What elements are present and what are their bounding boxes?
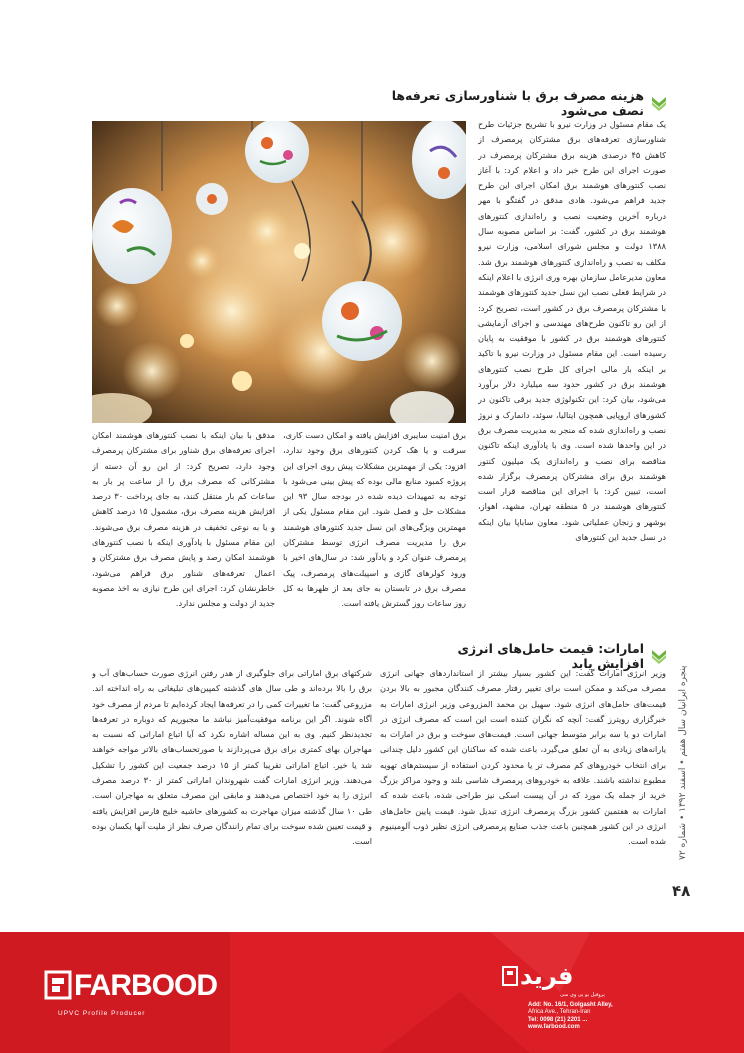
fard-logo: فرید bbox=[520, 962, 574, 990]
article1-title: هزینه مصرف برق با شناورسازی تعرفه‌ها نصف می‌شود bbox=[391, 88, 644, 118]
fard-logo-mark-icon bbox=[502, 966, 518, 986]
article1-column-left: مدقق با بیان اینکه با نصب کنتورهای هوشمند امکان اجرای تعرفه‌های برق شناور برای مشترکان پرمصرف وجود دارد، تصریح کرد: از این رو آن دسته از مشترکانی که مصرف برق را از ساعت پر بار به ساعات کم بار منتقل کنند، به جای پرداخت ۳۰ درصد افزایش هزینه مصرف برق، مشمول ۱۵ درصد کاهش و یا به نوعی تخفیف در هزینه مصرف برق می‌شوند. این مقام مسئول با یادآوری اینکه با نصب کنتورهای هوشمند امکان رصد و پایش مصرف برق مشترکان و اعمال تعرفه‌های شناور برق فراهم می‌شود، خاطرنشان کرد: اجرای این طرح نیازی به اخذ مصوبه جدید از دولت و مجلس ندارد. bbox=[92, 430, 275, 609]
double-chevron-icon bbox=[650, 95, 668, 111]
fard-tagline: پروفیل یو پی وی سی bbox=[560, 992, 605, 998]
issue-info-sidebar bbox=[672, 665, 690, 865]
issue-info-text: پنجره ایرانیان سال هفتم • اسفند ۱۳۹۲ • شماره ۷۲ bbox=[678, 665, 688, 860]
farbood-tagline: UPVC Profile Producer bbox=[58, 1010, 146, 1017]
double-chevron-icon bbox=[650, 648, 668, 664]
article-photo-lamps bbox=[92, 121, 466, 423]
page-number: ۴۸ bbox=[672, 882, 691, 900]
address-line: Tel: 0098 (21) 2201 ... bbox=[528, 1016, 588, 1023]
article1-column-right: یک مقام مسئول در وزارت نیرو با تشریح جزئیات طرح شناورسازی تعرفه‌های برق مشترکان پرمصرف از کاهش ۴۵ درصدی هزینه برق مشترکان پرمصرف در صورت اجرای این طرح خبر داد و اعلام کرد: با آغاز نصب کنتورهای هوشمند برق امکان اجرای این طرح جدید فراهم می‌شود. هادی مدقق در گفتگو با مهر درباره آخرین وضعیت نصب و راه‌اندازی کنتورهای هوشمند برق در کشور، گفت: بر اساس مصوبه سال ۱۳۸۸ دولت و مجلس شورای اسلامی، وزارت نیرو مکلف به نصب و راه‌اندازی کنتورهای هوشمند برق شد. معاون مدیرعامل سازمان بهره وری انرژی با اعلام اینکه در شرایط فعلی نصب این نسل جدید کنتورهای هوشمند با مشترکان پرمصرف برق در کشور است، تصریح کرد: از این رو تاکنون طرح‌های مهندسی و اجرای آزمایشی کنتورهای هوشمند برق در کشور با موفقیت به پایان رسیده است. این مقام مسئول در وزارت نیرو با تاکید بر اینکه بار مالی اجرای کل طرح نصب کنتورهای هوشمند برق در کشور حدود سه میلیارد دلار برآورد می‌شود، بیان کرد: این تکنولوژی جدید برقی تاکنون در کشورهای اروپایی همچون ایتالیا، سوئد، دانمارک و نروژ نصب و راه‌اندازی شده که منجر به مدیریت مصرف برق در این واحدها شده است. وی با یادآوری اینکه تاکنون مناقصه برای نصب و راه‌اندازی یک میلیون کنتور هوشمند برق برای مشترکان پرمصرف برگزار شده است، تبیین کرد: با اجرای این مناقصه قرار است کنتورهای هوشمند در ۵ منطقه تهران، مشهد، اهواز، بوشهر و زنجان عملیاتی شود. معاون ساباپا بیان اینکه در نسل جدید این کنتورهای bbox=[478, 119, 666, 543]
article2-column-left: شرکتهای برق اماراتی برای جلوگیری از هدر رفتن انرژی صورت حساب‌های آب و برق را بالا برده‌اند و طی سال های گذشته کمپین‌های تبلیغاتی به راه انداخته اند. مزروعی گفت: ما تغییرات کمی را در تعرفه‌ها ایجاد کرده‌ایم تا مردم از مصرف خود آگاه شوند. اگر این برنامه موفقیت‌آمیز نباشد ما مجبوریم که دوباره در تعرفه‌ها تجدیدنظر کنیم. وی به این مساله اشاره نکرد که آیا اتباع اماراتی که نسبت به مهاجران بهای کمتری برای برق می‌پردازند با صورتحساب‌های بالاتر مواجه خواهند شد یا خیر. اتباع اماراتی تقریبا کمتر از ۱۵ درصد جمعیت این کشور را تشکیل می‌دهند. وزیر انرژی امارات گفت شهروندان اماراتی کمتر از ۳۰ درصد مصرف انرژی را به خود اختصاص می‌دهند و مابقی این مصرف متعلق به مهاجران است. طی ۱۰ سال گذشته میزان مهاجرت به کشورهای حاشیه خلیج فارس افزایش یافته و قیمت تعیین شده سوخت برای تمام رانندگان صرف نظر از ملیت آنها یکسان بوده است. bbox=[92, 668, 372, 847]
address-block bbox=[528, 1002, 613, 1032]
advertisement-banner bbox=[0, 932, 744, 1053]
farbood-logo bbox=[44, 970, 217, 1000]
address-line: Africa Ave., Tehran-Iran bbox=[528, 1009, 591, 1016]
farbood-logo-mark-icon bbox=[44, 970, 72, 1000]
farbood-wordmark: FARBOOD bbox=[74, 969, 217, 1002]
website-link[interactable]: www.farbood.com bbox=[528, 1024, 580, 1031]
article1-column-middle: برق امنیت سایبری افزایش یافته و امکان دست کاری، سرقت و یا هک کردن کنتورهای برق وجود ندارد، افزود: یکی از مهمترین مشکلات پیش روی اجرای این پروژه کمبود منابع مالی بوده که پیش بینی می‌شود با توجه به تمهیدات دیده شده در بودجه سال ۹۳ این مشکلات حل و فصل شود. این مقام مسئول یکی از مهمترین ویژگی‌های این نسل جدید کنتورهای هوشمند برق را مدیریت مصرف انرژی توسط مشترکان پرمصرف عنوان کرد و یادآور شد: در سال‌های اخیر با ورود کولرهای گازی و اسپیلت‌های پرمصرف، پیک مصرف برق در تابستان به جای بعد از ظهرها به کل روز ساعات روز گسترش یافته است. bbox=[283, 430, 466, 609]
address-line: Add: No. 16/1, Golgasht Alley, bbox=[528, 1002, 613, 1008]
article1-heading bbox=[378, 88, 668, 118]
article2-column-right: وزیر انرژی امارات گفت: این کشور بسیار بیشتر از استانداردهای جهانی انرژی مصرف می‌کند و ممکن است برای تغییر رفتار مصرف کنندگان مجبور به بالا بردن قیمت‌های حامل‌های انرژی شود. سهیل بن محمد المزروعی وزیر انرژی امارات به خبرگزاری رویترز گفت: آنچه که نگران کننده است این است که مصرف انرژی در امارات دو یا سه برابر متوسط جهانی است. قیمت‌های سوخت و برق در امارات به یارانه‌های زیادی به آن تعلق می‌گیرد، باعث شده که ساکنان این کشور دلیل چندانی برای انتخاب خودروهای کم مصرف تر یا محدود کردن استفاده از سیستم‌های تهویه مطبوع نداشته باشند. علاقه به خودروهای پرمصرف شاسی بلند و وجود مراکز بزرگ خرید از جمله یک مورد که در آن پیست اسکی نیز طراحی شده، باعث شده که امارات به هفتمین کشور بزرگ پرمصرف انرژی تبدیل شود. قیمت پایین حامل‌های انرژی در این کشور همچنین باعث جذب صنایع پرمصرفی انرژی نظیر ذوب آلومینیوم شده است. bbox=[380, 668, 666, 847]
article2-title: امارات: قیمت حامل‌های انرژی افزایش یابد bbox=[457, 641, 644, 671]
